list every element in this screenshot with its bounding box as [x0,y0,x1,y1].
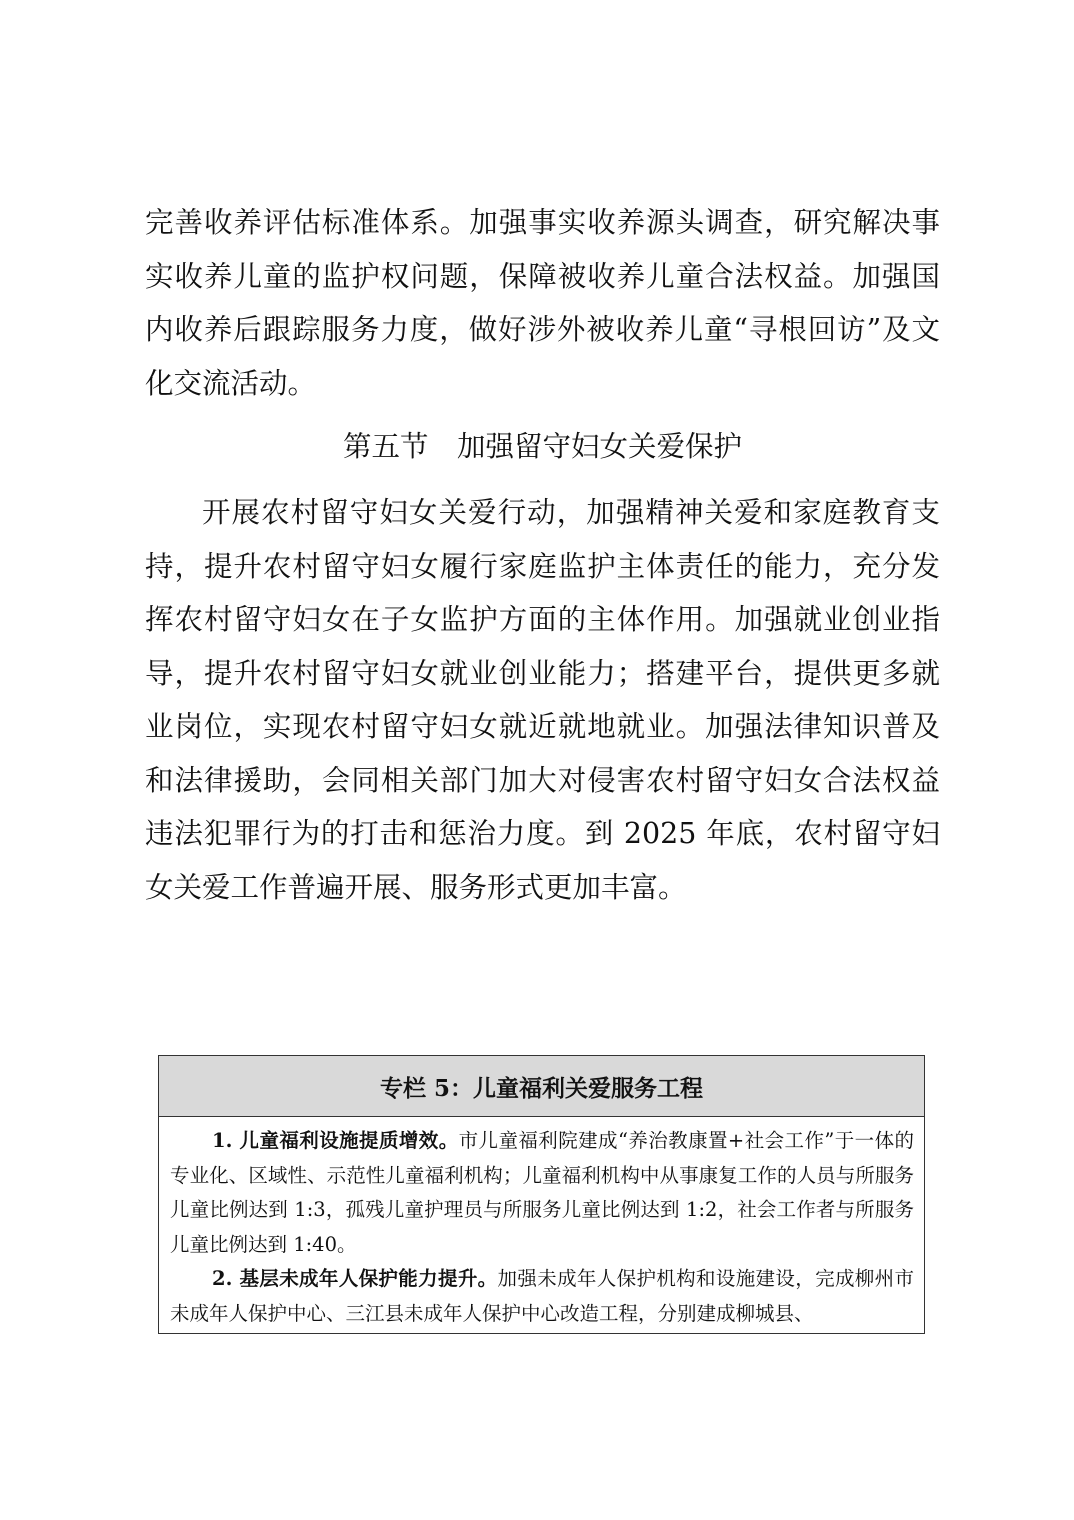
item-text: 加强未成年人保护机构和设施建设，完成柳州市未成年人保护中心、三江县未成年人保护中心改造工程，分别建成柳城县、 [170,1267,914,1325]
item-heading: 2. 基层未成年人保护能力提升。 [212,1267,498,1290]
paragraph-continuation: 完善收养评估标准体系。加强事实收养源头调查，研究解决事实收养儿童的监护权问题，保障被收养儿童合法权益。加强国内收养后跟踪服务力度，做好涉外被收养儿童“寻根回访”及文化交流活动。 [145,206,940,400]
special-column-box [158,1055,925,1334]
section-heading: 第五节 加强留守妇女关爱保护 [342,430,742,463]
special-column-body [159,1117,924,1331]
item-text: 市儿童福利院建成“养治教康置+社会工作”于一体的专业化、区域性、示范性儿童福利机构；儿童福利机构中从事康复工作的人员与所服务儿童比例达到 1:3，孤残儿童护理员与所服务儿童比例达到 1:2，社会工作者与所服务儿童比例达到 1:40。 [170,1129,914,1256]
special-column-title: 专栏 5：儿童福利关爱服务工程 [159,1056,924,1117]
item-heading: 1. 儿童福利设施提质增效。 [212,1129,459,1152]
paragraph-main: 开展农村留守妇女关爱行动，加强精神关爱和家庭教育支持，提升农村留守妇女履行家庭监护主体责任的能力，充分发挥农村留守妇女在子女监护方面的主体作用。加强就业创业指导，提升农村留守妇女就业创业能力；搭建平台，提供更多就业岗位，实现农村留守妇女就近就地就业。加强法律知识普及和法律援助，会同相关部门加大对侵害农村留守妇女合法权益违法犯罪行为的打击和惩治力度。到 2025 年底，农村留守妇女关爱工作普遍开展、服务形式更加丰富。 [145,496,940,904]
special-column-item [170,1262,914,1331]
special-column-item [170,1124,914,1262]
